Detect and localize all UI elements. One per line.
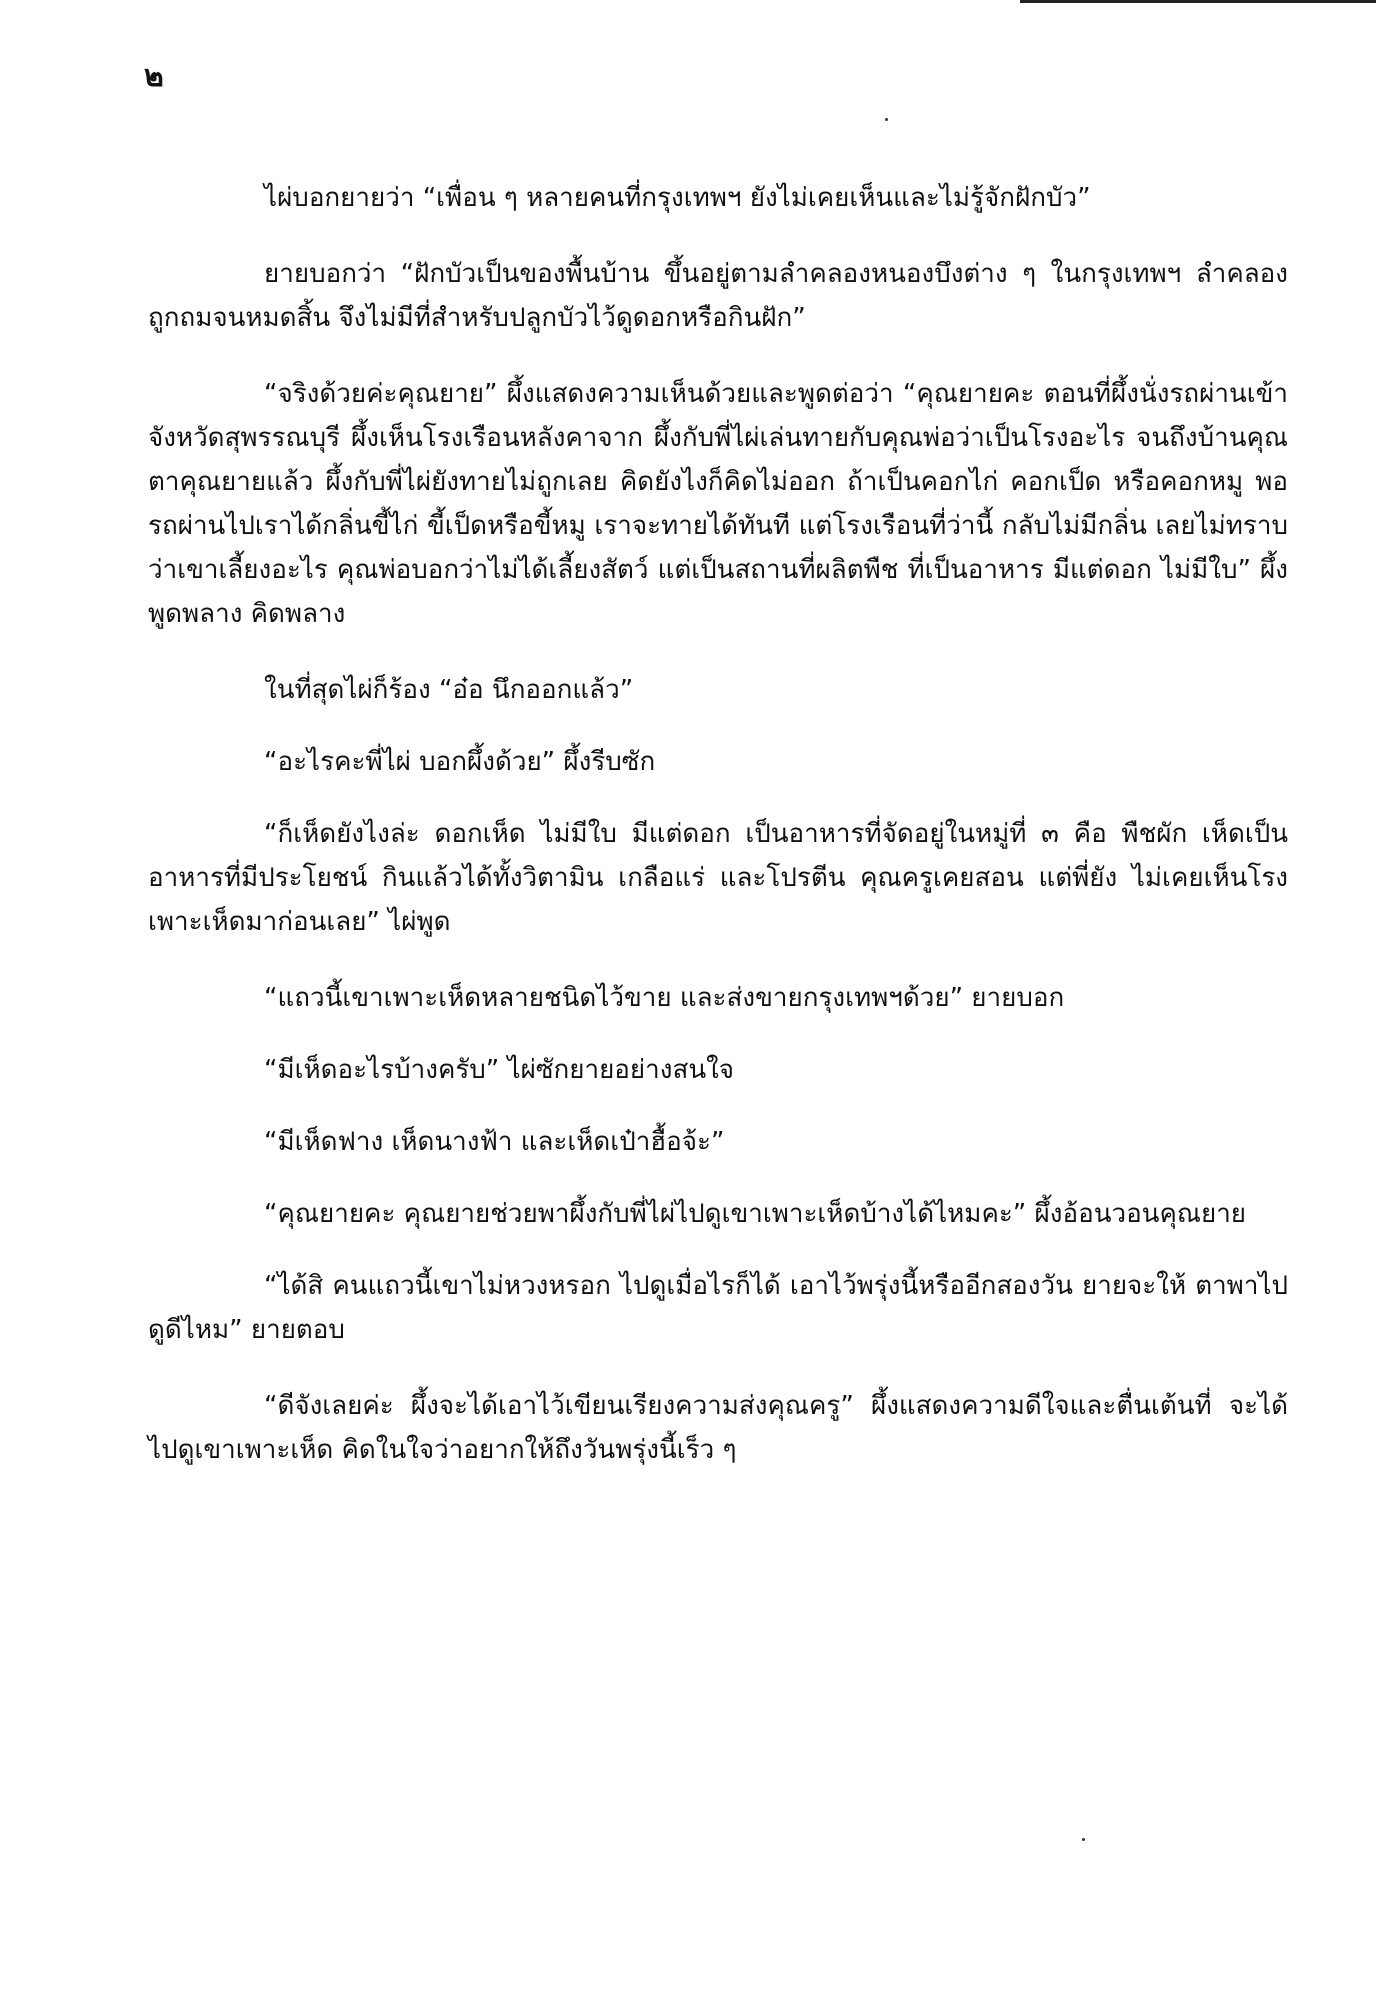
paragraph: “ได้สิ คนแถวนี้เขาไม่หวงหรอก ไปดูเมื่อไรก็ได้ เอาไว้พรุ่งนี้หรืออีกสองวัน ยายจะให้ ตาพาไปดูดีไหม” ยายตอบ: [148, 1271, 1288, 1345]
paragraph: “มีเห็ดอะไรบ้างครับ” ไผ่ซักยายอย่างสนใจ: [264, 1055, 735, 1085]
paragraph: “อะไรคะพี่ไผ่ บอกผึ้งด้วย” ผึ้งรีบซัก: [264, 747, 656, 777]
paragraph: ในที่สุดไผ่ก็ร้อง “อ๋อ นึกออกแล้ว”: [264, 675, 634, 705]
paragraph: “แถวนี้เขาเพาะเห็ดหลายชนิดไว้ขาย และส่งขายกรุงเทพฯด้วย” ยายบอก: [264, 983, 1065, 1013]
top-border-rule: [1020, 0, 1376, 3]
paragraph: “คุณยายคะ คุณยายช่วยพาผึ้งกับพี่ไผ่ไปดูเขาเพาะเห็ดบ้างได้ไหมคะ” ผึ้งอ้อนวอนคุณยาย: [264, 1199, 1247, 1229]
paragraph: “จริงด้วยค่ะคุณยาย” ผึ้งแสดงความเห็นด้วยและพูดต่อว่า “คุณยายคะ ตอนที่ผึ้งนั่งรถผ่านเข้าจังหวัดสุพรรณบุรี ผึ้งเห็นโรงเรือนหลังคาจาก ผึ้งกับพี่ไผ่เล่นทายกับคุณพ่อว่าเป็นโรงอะไร จนถึงบ้านคุณตาคุณยายแล้ว ผึ้งกับพี่ไผ่ยังทายไม่ถูกเลย คิดยังไงก็คิดไม่ออก ถ้าเป็นคอกไก่ คอกเป็ด หรือคอกหมู พอรถผ่านไปเราได้กลิ่นขี้ไก่ ขี้เป็ดหรือขี้หมู เราจะทายได้ทันที แต่โรงเรือนที่ว่านี้ กลับไม่มีกลิ่น เลยไม่ทราบว่าเขาเลี้ยงอะไร คุณพ่อบอกว่าไม่ได้เลี้ยงสัตว์ แต่เป็นสถานที่ผลิตพืช ที่เป็นอาหาร มีแต่ดอก ไม่มีใบ” ผึ้งพูดพลาง คิดพลาง: [148, 379, 1288, 629]
story-body: [148, 176, 1288, 1504]
paragraph: “มีเห็ดฟาง เห็ดนางฟ้า และเห็ดเป๋าฮื้อจ้ะ”: [264, 1127, 725, 1157]
paragraph: “ดีจังเลยค่ะ ผึ้งจะได้เอาไว้เขียนเรียงความส่งคุณครู” ผึ้งแสดงความดีใจและตื่นเต้นที่ จะได้ไปดูเขาเพาะเห็ด คิดในใจว่าอยากให้ถึงวันพรุ่งนี้เร็ว ๆ: [148, 1391, 1288, 1465]
page-number: ๒: [144, 59, 164, 94]
paragraph: “ก็เห็ดยังไงล่ะ ดอกเห็ด ไม่มีใบ มีแต่ดอก เป็นอาหารที่จัดอยู่ในหมู่ที่ ๓ คือ พืชผัก เห็ดเป็นอาหารที่มีประโยชน์ กินแล้วได้ทั้งวิตามิน เกลือแร่ และโปรตีน คุณครูเคยสอน แต่พี่ยัง ไม่เคยเห็นโรงเพาะเห็ดมาก่อนเลย” ไผ่พูด: [148, 819, 1288, 937]
paragraph: ไผ่บอกยายว่า “เพื่อน ๆ หลายคนที่กรุงเทพฯ ยังไม่เคยเห็นและไม่รู้จักฝักบัว”: [264, 183, 1091, 213]
scan-speck: [1082, 1838, 1085, 1841]
paragraph: ยายบอกว่า “ฝักบัวเป็นของพื้นบ้าน ขึ้นอยู่ตามลำคลองหนองบึงต่าง ๆ ในกรุงเทพฯ ลำคลองถูกถมจนหมดสิ้น จึงไม่มีที่สำหรับปลูกบัวไว้ดูดอกหรือกินฝัก”: [148, 259, 1288, 333]
scan-speck: [885, 118, 888, 121]
